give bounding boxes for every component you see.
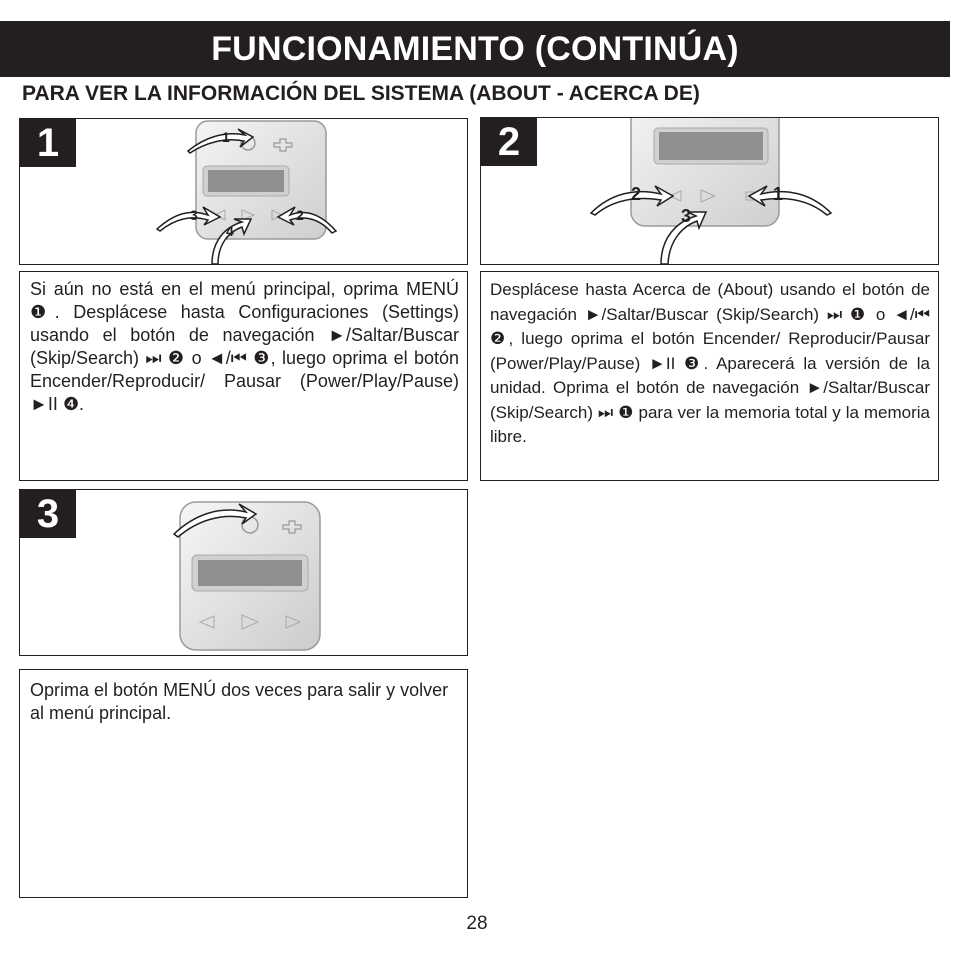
callout-2: 2 <box>296 207 304 223</box>
callout-1: 1 <box>773 184 784 204</box>
callout-1: 1 <box>222 129 230 145</box>
step-1-instruction: Si aún no está en el menú principal, oprima MENÚ ❶. Desplácese hasta Configuraciones (Settings) usando el botón de navegación ►/Saltar/Buscar (Skip/Search) ⏭ ❷ o ◄/⏮ ❸, luego oprima el botón Encender/Reproducir/ Pausar (Power/Play/Pause) ►II ❹. <box>30 279 459 414</box>
step-2-instruction: Desplácese hasta Acerca de (About) usando el botón de navegación ►/Saltar/Buscar (Skip/Search) ⏭ ❶ o ◄/⏮ ❷, luego oprima el botón Encender/ Reproducir/Pausar (Power/Play/Pause) ►II ❸. Aparecerá la versión de la unidad. Oprima el botón de navegación ►/Saltar/Buscar (Skip/Search) ⏭ ❶ para ver la memoria total y la memoria libre. <box>490 280 930 446</box>
device-illustration <box>20 490 468 656</box>
step-3-number: 3 <box>20 490 76 538</box>
device-illustration <box>481 118 939 265</box>
page-banner: FUNCIONAMIENTO (CONTINÚA) <box>0 21 950 77</box>
step-1-illustration <box>19 118 468 265</box>
page-number: 28 <box>466 913 488 934</box>
step-1-number: 1 <box>20 119 76 167</box>
device-illustration <box>20 119 468 265</box>
section-title: PARA VER LA INFORMACIÓN DEL SISTEMA (ABOUT - ACERCA DE) <box>22 82 700 105</box>
callout-4: 4 <box>226 223 234 239</box>
callout-3: 3 <box>190 207 198 223</box>
step-2-illustration <box>480 117 939 265</box>
step-3-text-box <box>19 669 468 898</box>
step-2-text-box <box>480 271 939 481</box>
step-2-number: 2 <box>481 118 537 166</box>
callout-2: 2 <box>631 184 642 204</box>
callout-3: 3 <box>681 206 692 226</box>
step-3-instruction: Oprima el botón MENÚ dos veces para salir y volver al menú principal. <box>30 680 449 723</box>
step-1-text-box <box>19 271 468 481</box>
step-3-illustration <box>19 489 468 656</box>
